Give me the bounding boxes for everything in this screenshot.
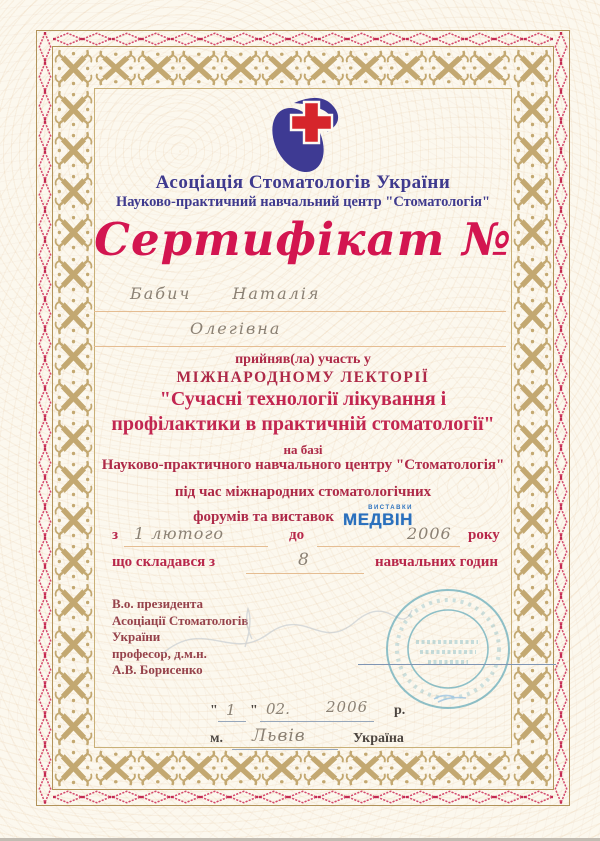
training-center-name: Науково-практичний навчальний центр "Стоматологія" — [115, 194, 491, 210]
association-logo — [248, 90, 352, 182]
association-name: Асоціація Стоматологів України — [155, 172, 451, 193]
participation-text: прийняв(ла) участь у — [235, 352, 371, 367]
day-value: 1 — [226, 701, 236, 719]
event-title-line-2: профілактики в практичній стоматології" — [111, 413, 495, 435]
month-value: 02. — [266, 700, 290, 718]
year-suffix: р. — [394, 703, 406, 718]
medvin-logo — [343, 505, 413, 528]
hours-value: 8 — [298, 550, 309, 570]
event-title-line-1: "Сучасні технології лікування і — [159, 388, 447, 410]
country-label: Україна — [353, 731, 404, 746]
ornament-band-top — [95, 49, 511, 87]
event-type: МІЖНАРОДНОМУ ЛЕКТОРІЇ — [176, 369, 430, 386]
recipient-name-line-2: Олегівна — [190, 319, 282, 338]
diamond-chain-band-bottom — [53, 790, 553, 804]
name-line-2-rule — [94, 320, 506, 347]
from-label: з — [112, 527, 119, 543]
city-label: м. — [210, 731, 224, 746]
ornament-band-bottom — [95, 749, 511, 787]
signatory-title-3: України — [112, 629, 161, 644]
hours-suffix: навчальних годин — [375, 554, 499, 570]
forums-text: форумів та виставок — [193, 509, 335, 525]
signatory-title-2: Асоціації Стоматологів — [112, 612, 249, 628]
blue-pen-mark — [432, 690, 472, 704]
day-close-quote: " — [250, 703, 258, 718]
signature-line — [358, 664, 556, 665]
signatory-name: А.В. Борисенко — [112, 662, 203, 677]
host-center-text: Науково-практичного навчального центру "Стоматологія" — [101, 457, 505, 473]
diamond-chain-band-top — [53, 32, 553, 46]
signatory-degree: професор, д.м.н. — [112, 645, 207, 661]
medvin-name: МЕДВІН — [343, 510, 413, 529]
year-label: року — [468, 527, 500, 543]
city-value: Львів — [252, 726, 306, 746]
diamond-chain-band-left — [38, 32, 52, 804]
to-value: 2006 — [407, 524, 452, 543]
year-value: 2006 — [326, 698, 369, 716]
to-label: до — [289, 527, 305, 543]
forums-row — [94, 503, 512, 529]
hours-prefix: що складався з — [112, 554, 216, 570]
during-text: під час міжнародних стоматологічних — [174, 484, 432, 500]
signatory-title-1: В.о. президента — [112, 596, 204, 611]
certificate-title: Сертифікат № — [94, 213, 512, 266]
diamond-chain-band-right — [554, 32, 568, 804]
ornament-band-left — [54, 48, 93, 788]
blue-swoosh-icon — [262, 98, 338, 181]
from-value: 1 лютого — [134, 524, 225, 543]
based-on-text: на базі — [283, 442, 323, 457]
recipient-name-line-1: Бабич Наталія — [130, 284, 321, 303]
medvin-small-label: ВИСТАВКИ — [368, 505, 413, 511]
day-open-quote: " — [210, 703, 218, 718]
